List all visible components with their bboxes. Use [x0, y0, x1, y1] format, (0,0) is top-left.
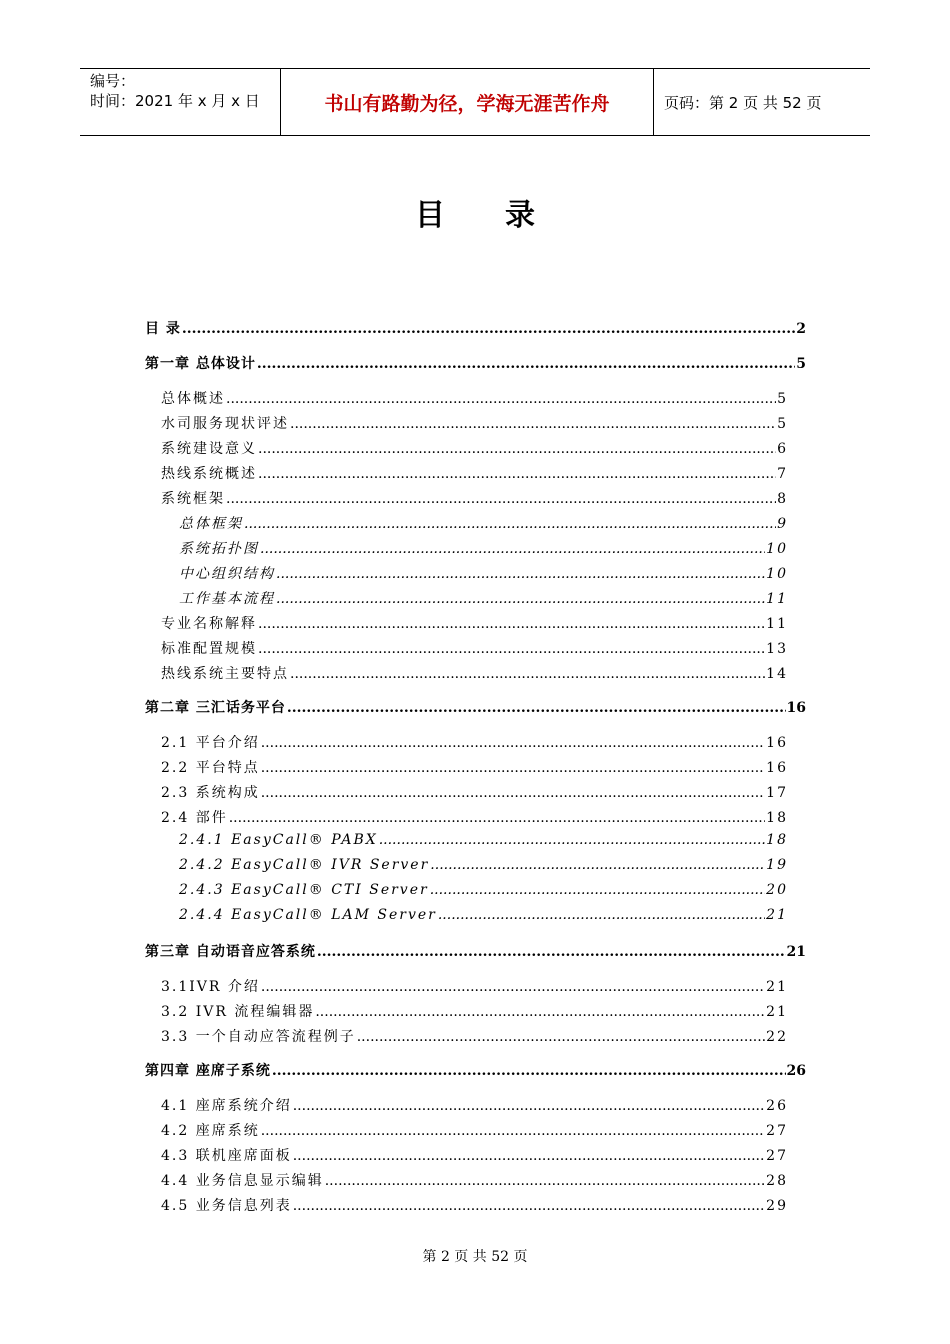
- toc-leader-dots: [325, 1173, 765, 1189]
- toc-entry[interactable]: [161, 638, 788, 660]
- header-page-info: 页码：第 2 页 共 52 页: [664, 93, 822, 112]
- toc-entry-title: 总体框架: [179, 516, 243, 532]
- toc-entry-title: 3.2 IVR 流程编辑器: [161, 1004, 315, 1020]
- toc-leader-dots: [430, 857, 765, 873]
- toc-entry-page: 20: [766, 882, 788, 898]
- toc-leader-dots: [293, 1098, 765, 1114]
- toc-entry[interactable]: [161, 732, 788, 754]
- toc-entry-title: 2.4.3 EasyCall® CTI Server: [179, 882, 429, 898]
- toc-entry-title: 2.2 平台特点: [161, 760, 260, 776]
- toc-entry-title: 系统拓扑图: [179, 541, 259, 557]
- toc-entry-page: 10: [766, 541, 788, 557]
- toc-leader-dots: [290, 416, 776, 432]
- toc-leader-dots: [258, 466, 776, 482]
- toc-entry[interactable]: [161, 1120, 788, 1142]
- toc-entry-title: 专业名称解释: [161, 616, 257, 632]
- toc-leader-dots: [357, 1029, 765, 1045]
- toc-entry-title: 水司服务现状评述: [161, 416, 289, 432]
- toc-entry-page: 5: [777, 391, 788, 407]
- toc-entry-page: 27: [766, 1123, 788, 1139]
- toc-leader-dots: [261, 735, 765, 751]
- toc-entry[interactable]: [161, 1001, 788, 1023]
- toc-leader-dots: [290, 666, 765, 682]
- toc-entry-page: 21: [786, 944, 806, 960]
- toc-leader-dots: [258, 441, 776, 457]
- toc-entry-page: 29: [766, 1198, 788, 1214]
- toc-entry-page: 7: [777, 466, 788, 482]
- toc-entry[interactable]: [161, 488, 788, 510]
- toc-entry-page: 9: [777, 516, 788, 532]
- toc-entry-page: 26: [786, 1063, 806, 1079]
- toc-entry-page: 11: [766, 616, 788, 632]
- toc-entry[interactable]: [161, 613, 788, 635]
- toc-leader-dots: [293, 1148, 765, 1164]
- toc-leader-dots: [261, 979, 765, 995]
- toc-leader-dots: [287, 700, 786, 716]
- toc-entry-title: 系统建设意义: [161, 441, 257, 457]
- toc-entry-page: 8: [777, 491, 788, 507]
- toc-entry[interactable]: [161, 1026, 788, 1048]
- document-title: 目录: [415, 198, 595, 233]
- toc-leader-dots: [244, 516, 776, 532]
- toc-entry-page: 21: [766, 1004, 788, 1020]
- toc-leader-dots: [379, 832, 765, 848]
- toc-entry-page: 28: [766, 1173, 788, 1189]
- toc-entry-title: 3.3 一个自动应答流程例子: [161, 1029, 356, 1045]
- toc-entry[interactable]: [179, 588, 788, 610]
- toc-entry[interactable]: [145, 1060, 806, 1082]
- toc-entry-page: 18: [766, 810, 788, 826]
- header-date: 时间：2021 年 x 月 x 日: [90, 92, 260, 110]
- toc-entry-page: 11: [766, 591, 788, 607]
- toc-leader-dots: [438, 907, 765, 923]
- toc-entry-page: 22: [766, 1029, 788, 1045]
- header-motto: 书山有路勤为径，学海无涯苦作舟: [281, 69, 654, 135]
- toc-entry-title: 工作基本流程: [179, 591, 275, 607]
- toc-entry-title: 中心组织结构: [179, 566, 275, 582]
- toc-entry-page: 16: [766, 735, 788, 751]
- toc-entry-title: 2.4.1 EasyCall® PABX: [179, 832, 378, 848]
- toc-entry-title: 4.4 业务信息显示编辑: [161, 1173, 324, 1189]
- toc-leader-dots: [182, 321, 795, 337]
- toc-leader-dots: [260, 541, 765, 557]
- toc-entry-page: 5: [777, 416, 788, 432]
- toc-entry-title: 标准配置规模: [161, 641, 257, 657]
- toc-entry-title: 总体概述: [161, 391, 225, 407]
- toc-leader-dots: [261, 785, 765, 801]
- toc-entry-title: 第三章 自动语音应答系统: [145, 944, 316, 960]
- toc-entry[interactable]: [161, 1195, 788, 1217]
- toc-entry-title: 2.3 系统构成: [161, 785, 260, 801]
- toc-entry-page: 14: [766, 666, 788, 682]
- toc-entry-page: 27: [766, 1148, 788, 1164]
- toc-entry-page: 16: [766, 760, 788, 776]
- toc-entry-page: 21: [766, 979, 788, 995]
- toc-entry-page: 5: [796, 356, 806, 372]
- toc-entry-page: 6: [777, 441, 788, 457]
- toc-entry-title: 2.4.2 EasyCall® IVR Server: [179, 857, 430, 873]
- toc-entry[interactable]: [145, 941, 806, 963]
- toc-entry[interactable]: [145, 353, 806, 375]
- toc-leader-dots: [258, 641, 765, 657]
- toc-entry-title: 4.5 业务信息列表: [161, 1198, 292, 1214]
- toc-entry[interactable]: [179, 538, 788, 560]
- toc-entry[interactable]: [161, 782, 788, 804]
- toc-entry[interactable]: [179, 907, 788, 929]
- toc-entry-title: 热线系统主要特点: [161, 666, 289, 682]
- toc-leader-dots: [261, 1123, 765, 1139]
- page-footer: 第 2 页 共 52 页: [422, 1249, 528, 1265]
- toc-leader-dots: [258, 616, 765, 632]
- toc-entry-page: 13: [766, 641, 788, 657]
- toc-leader-dots: [229, 810, 765, 826]
- toc-leader-dots: [272, 1063, 786, 1079]
- header-meta: [80, 69, 281, 135]
- toc-entry-page: 18: [766, 832, 788, 848]
- toc-entry[interactable]: [161, 976, 788, 998]
- toc-leader-dots: [257, 356, 795, 372]
- toc-entry[interactable]: [161, 463, 788, 485]
- toc-entry[interactable]: [161, 1145, 788, 1167]
- toc-leader-dots: [430, 882, 765, 898]
- toc-entry-page: 10: [766, 566, 788, 582]
- toc-entry-title: 4.3 联机座席面板: [161, 1148, 292, 1164]
- toc-entry-title: 2.4.4 EasyCall® LAM Server: [179, 907, 437, 923]
- toc-leader-dots: [276, 566, 765, 582]
- toc-entry-title: 2.1 平台介绍: [161, 735, 260, 751]
- toc-entry[interactable]: [161, 807, 788, 829]
- toc-entry[interactable]: [145, 697, 806, 719]
- toc-entry[interactable]: [179, 563, 788, 585]
- header-number: 编号：: [90, 72, 136, 90]
- toc-leader-dots: [226, 391, 776, 407]
- toc-entry-page: 17: [766, 785, 788, 801]
- toc-entry[interactable]: [161, 438, 788, 460]
- toc-entry[interactable]: [161, 388, 788, 410]
- toc-entry-title: 热线系统概述: [161, 466, 257, 482]
- toc-entry[interactable]: [145, 318, 806, 340]
- toc-leader-dots: [226, 491, 776, 507]
- toc-entry-page: 2: [796, 321, 806, 337]
- toc-entry-title: 3.1IVR 介绍: [161, 979, 260, 995]
- toc-entry-page: 26: [766, 1098, 788, 1114]
- toc-leader-dots: [261, 760, 765, 776]
- toc-entry-page: 19: [766, 857, 788, 873]
- toc-entry-title: 4.1 座席系统介绍: [161, 1098, 292, 1114]
- toc-entry-page: 21: [766, 907, 788, 923]
- toc-entry[interactable]: [179, 857, 788, 879]
- toc-leader-dots: [315, 1004, 765, 1020]
- toc-entry-title: 第一章 总体设计: [145, 356, 256, 372]
- toc-entry-title: 4.2 座席系统: [161, 1123, 260, 1139]
- toc-leader-dots: [293, 1198, 765, 1214]
- toc-entry-title: 目 录: [145, 321, 181, 337]
- toc-entry-title: 2.4 部件: [161, 810, 228, 826]
- toc-leader-dots: [317, 944, 786, 960]
- page-header: [80, 68, 870, 136]
- toc-entry-page: 16: [786, 700, 806, 716]
- toc-entry-title: 第四章 座席子系统: [145, 1063, 271, 1079]
- toc-entry[interactable]: [161, 663, 788, 685]
- toc-entry[interactable]: [161, 1170, 788, 1192]
- toc-entry[interactable]: [179, 882, 788, 904]
- toc-entry-title: 系统框架: [161, 491, 225, 507]
- toc-entry-title: 第二章 三汇话务平台: [145, 700, 286, 716]
- toc-entry[interactable]: [161, 1095, 788, 1117]
- toc-entry[interactable]: [179, 832, 788, 854]
- toc-entry[interactable]: [179, 513, 788, 535]
- toc-entry[interactable]: [161, 757, 788, 779]
- toc-entry[interactable]: [161, 413, 788, 435]
- toc-leader-dots: [276, 591, 765, 607]
